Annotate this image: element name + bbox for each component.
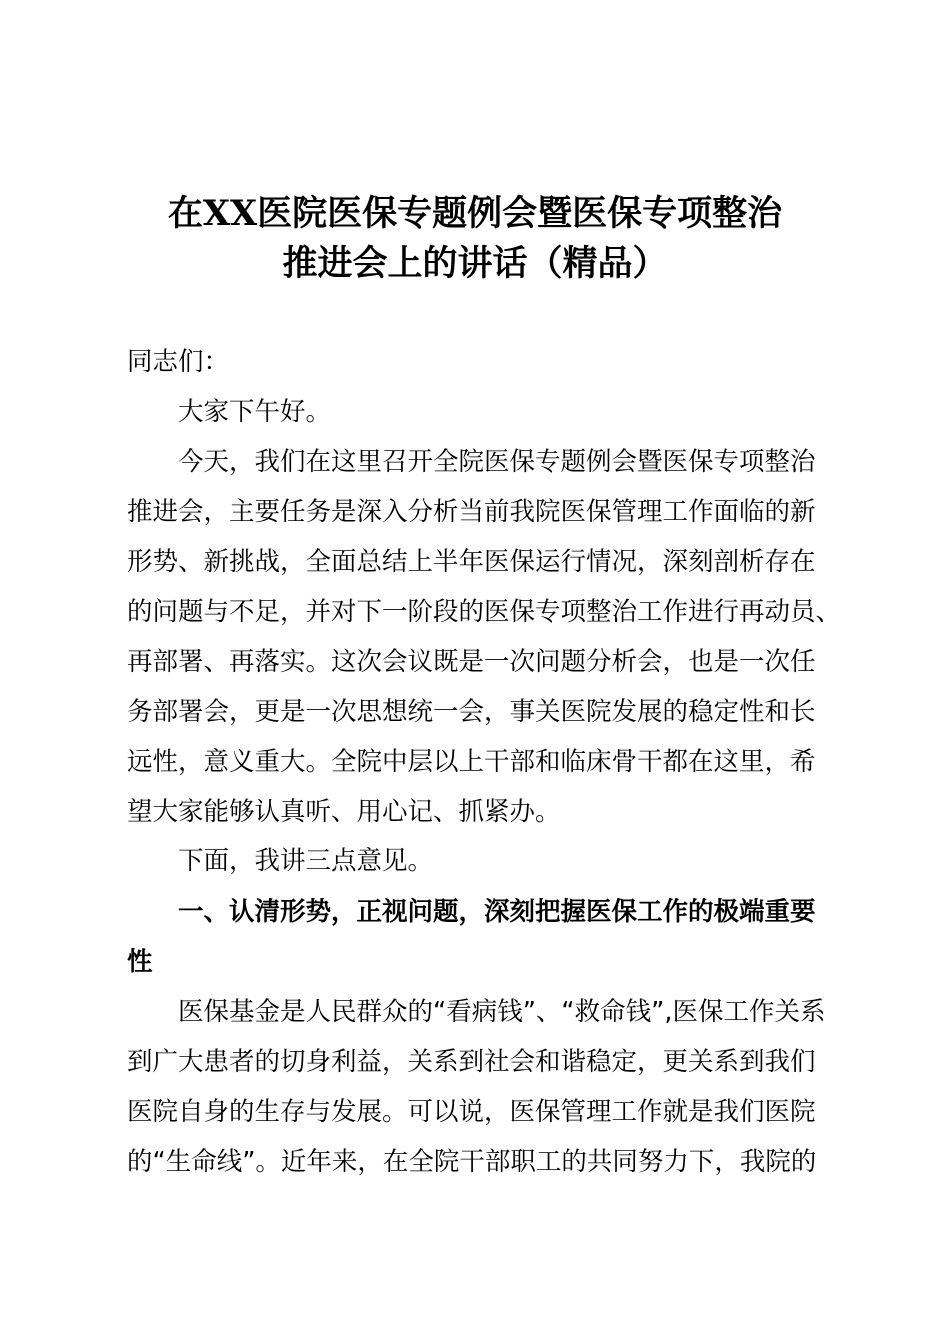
paragraph-line: 的“生命线”。近年来，在全院干部职工的共同努力下，我院的 [127, 1147, 817, 1177]
paragraph-line: 务部署会，更是一次思想统一会，事关医院发展的稳定性和长 [127, 697, 816, 727]
paragraph-line: 下面，我讲三点意见。 [178, 846, 434, 876]
paragraph-line: 远性，意义重大。全院中层以上干部和临床骨干都在这里，希 [127, 747, 816, 777]
paragraph-line: 今天，我们在这里召开全院医保专题例会暨医保专项整治 [178, 447, 816, 477]
paragraph-line: 再部署、再落实。这次会议既是一次问题分析会，也是一次任 [127, 647, 816, 677]
document-title-line-2: 推进会上的讲话（精品） [282, 243, 668, 284]
paragraph-line: 推进会，主要任务是深入分析当前我院医保管理工作面临的新 [127, 497, 816, 527]
section-heading-1: 一、认清形势，正视问题，深刻把握医保工作的极端重要 [178, 897, 816, 927]
document-title-line-1: 在XX医院医保专题例会暨医保专项整治 [167, 193, 783, 234]
paragraph-line: 医院自身的生存与发展。可以说，医保管理工作就是我们医院 [127, 1097, 816, 1127]
paragraph-line: 到广大患者的切身利益，关系到社会和谐稳定，更关系到我们 [127, 1047, 816, 1077]
paragraph-line: 医保基金是人民群众的“看病钱”、“救命钱”,医保工作关系 [178, 997, 826, 1027]
section-heading-1-cont: 性 [127, 947, 153, 977]
salutation: 同志们： [127, 347, 230, 377]
greeting: 大家下午好。 [178, 397, 332, 427]
paragraph-line: 形势、新挑战，全面总结上半年医保运行情况，深刻剖析存在 [127, 547, 816, 577]
paragraph-line: 望大家能够认真听、用心记、抓紧办。 [127, 797, 561, 827]
paragraph-line: 的问题与不足，并对下一阶段的医保专项整治工作进行再动员、 [127, 597, 842, 627]
